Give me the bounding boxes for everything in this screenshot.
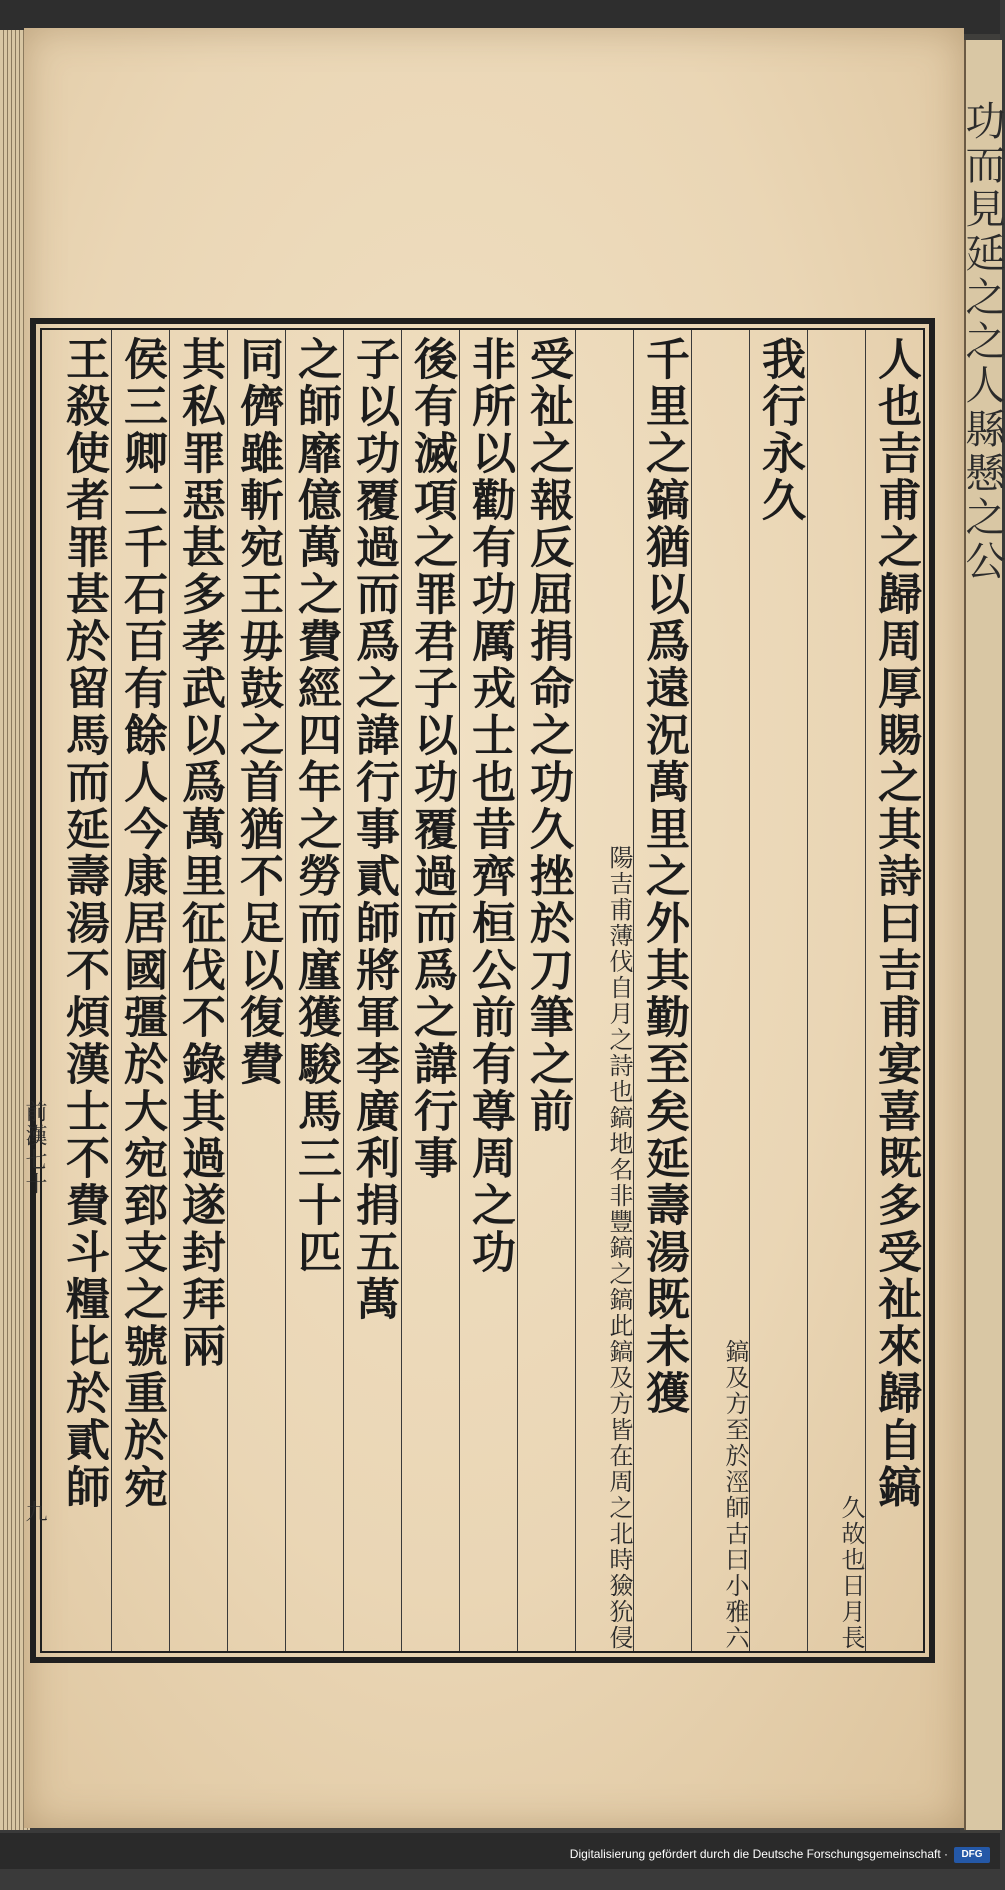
text-column-11: 之師靡億萬之費經四年之勞而廑獲駿馬三十匹 <box>285 330 343 1651</box>
footer-credit: Digitalisierung gefördert durch die Deutsche Forschungsgemeinschaft · <box>569 1847 948 1861</box>
text-column-4 <box>691 330 749 1651</box>
note-line: 鎬及方至於涇 <box>721 1339 749 1495</box>
next-page-sliver <box>959 40 1005 1830</box>
printed-text-block <box>30 318 935 1663</box>
text-column-9: 後有滅項之罪君子以功覆過而爲之諱行事 <box>401 330 459 1651</box>
text-column-13: 其私罪惡甚多孝武以爲萬里征伐不錄其過遂封拜兩 <box>169 330 227 1651</box>
text-column-10: 子以功覆過而爲之諱行事貳師將軍李廣利捐五萬 <box>343 330 401 1651</box>
next-page-text: 功而見延之之人縣懸之公 <box>959 100 1005 584</box>
page-number: 九 <box>22 1500 47 1522</box>
text-columns <box>40 328 925 1653</box>
text-column-8: 非所以勸有功厲戎士也昔齊桓公前有尊周之功 <box>459 330 517 1651</box>
text-column-15: 王殺使者罪甚於留馬而延壽湯不煩漢士不費斗糧比於貳師 <box>58 336 109 1511</box>
fore-edge-label: 前漢七十 <box>22 1100 47 1196</box>
text-column-2 <box>807 330 865 1651</box>
text-column-12: 同儕雖斬宛王毋鼓之首猶不足以復費 <box>227 330 285 1651</box>
dfg-logo-icon: DFG <box>954 1847 990 1863</box>
note-line: 日月長 <box>837 1573 865 1651</box>
note-line: 久故也 <box>837 1495 865 1573</box>
footer-bar <box>0 1833 1000 1869</box>
text-column-1: 人也吉甫之歸周厚賜之其詩曰吉甫宴喜既多受祉來歸自鎬 <box>865 330 923 1651</box>
note-line: 月之詩也鎬地名非豐鎬之鎬此鎬及方皆在周之北時獫狁侵 <box>605 1001 633 1651</box>
text-column-3: 我行永久 <box>749 330 807 1651</box>
note-line: 陽吉甫薄伐自 <box>605 845 633 1001</box>
note-line: 師古曰小雅六 <box>721 1495 749 1651</box>
text-column-7: 受祉之報反屈捐命之功久挫於刀筆之前 <box>517 330 575 1651</box>
text-column-6 <box>575 330 633 1651</box>
text-column-14: 侯三卿二千石百有餘人今康居國彊於大宛郅支之號重於宛 <box>111 330 169 1651</box>
text-column-5: 千里之鎬猶以爲遠況萬里之外其勤至矣延壽湯既未獲 <box>633 330 691 1651</box>
